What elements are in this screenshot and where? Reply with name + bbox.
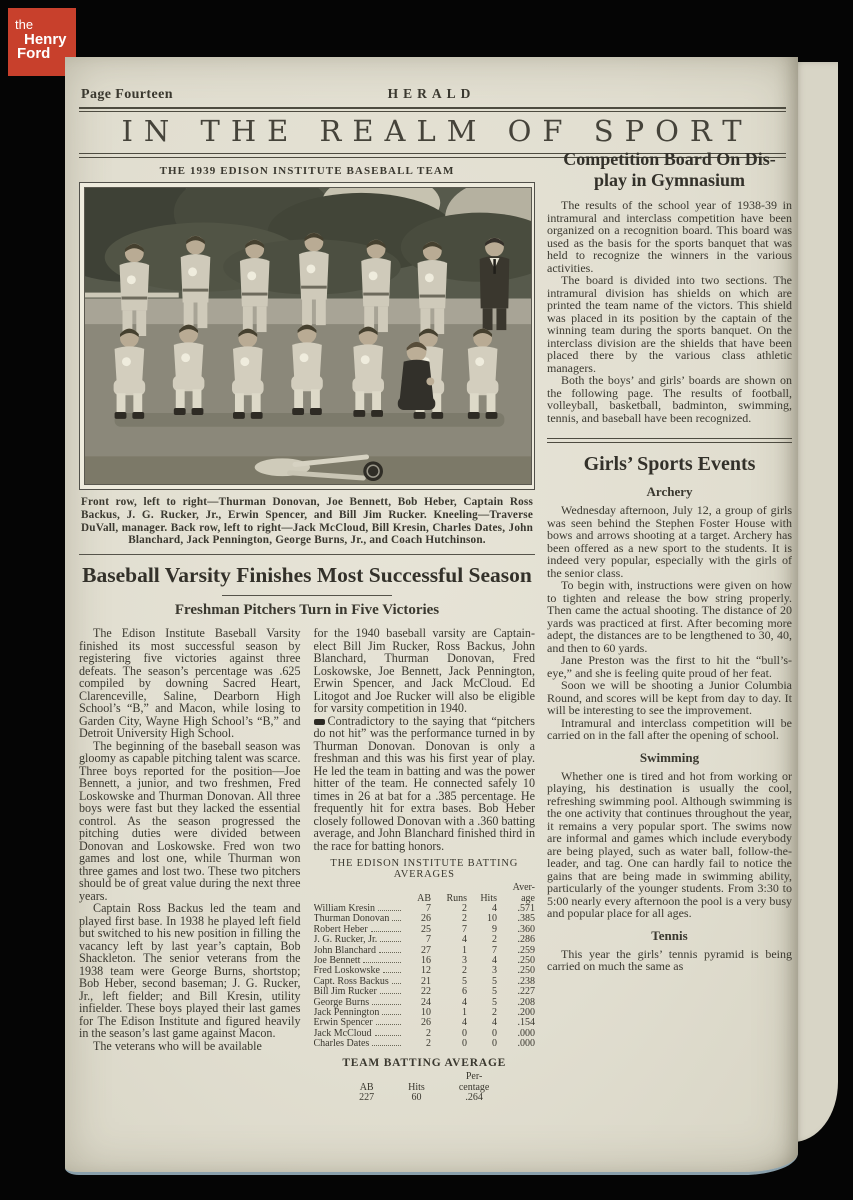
team-batting-average-title: TEAM BATTING AVERAGE	[342, 1056, 507, 1069]
banner-headline: IN THE REALM OF SPORT	[121, 114, 753, 148]
stat-cell: 26	[421, 913, 431, 925]
player-name-cell: John Blanchard	[314, 946, 405, 956]
underlying-page-edge	[793, 62, 838, 1142]
stat-cell: 7	[462, 923, 467, 935]
paragraph: Contradictory to the saying that “pitchers do not hit” was the performance turned in by Thurman Donovan. Donovan is only a freshman and this was his first year of play. He led the team in batting and was the power hitter of the team. He connected safely 10 times in 26 at bat for a .385 percentage. He frequently hit for extra bases. Bob Heber closely followed Donovan with a .360 batting average, and John Blanchard finished third in the race for batting honors.	[313, 713, 535, 853]
archery-body	[547, 504, 792, 742]
team-batting-average	[314, 1072, 536, 1104]
stat-cell: 1	[462, 944, 467, 956]
stat-cell: .250	[517, 965, 535, 977]
paragraph: The veterans who will be available	[93, 1038, 262, 1053]
paragraph: To begin with, instructions were given on how to tighten and release the bow string properly. Then came the actual shooting. The distance of 20 yards was practiced at first. After becoming more adept, the distances are to be lengthened to 30, 40, and then to 60 yards.	[547, 578, 792, 655]
stat-cell: 2	[426, 1038, 431, 1050]
header-cell: Hits	[480, 892, 497, 904]
header-cell: Runs	[446, 892, 467, 904]
stat-cell: 2	[426, 1027, 431, 1039]
stat-cell: 1	[462, 1007, 467, 1019]
stat-cell: 5	[492, 996, 497, 1008]
paragraph: Captain Ross Backus led the team and played first base. In 1938 he played left field but switched to his new position in filling the vacancy left by last year’s captain, Bob Shackleton. The senior veterans from the 1938 team were George Burns, shortstop; Bob Heber, second baseman; J. G. Rucker, Jr., left fielder; and Bill Kresin, utility infielder. These boys played their last games for The Edison Institute and figured heavily in the season’s last game against Macon.	[79, 901, 301, 1041]
photo-title: THE 1939 EDISON INSTITUTE BASEBALL TEAM	[159, 165, 455, 177]
stat-cell: .571	[517, 903, 535, 915]
newspaper-page	[65, 57, 798, 1175]
paragraph: The Edison Institute Baseball Varsity finished its most successful season by registering five victories against three defeats. The season’s percentage was .625 compiled by downing Sacred Heart, Clarenceville, Saline, Dearborn High School’s “B,” and Macon, while losing to Garden City, Wayne High School’s “B,” and Detroit University High School.	[79, 626, 301, 741]
logo-text: Henry	[24, 31, 67, 48]
stat-cell: 2	[492, 1007, 497, 1019]
left-section	[79, 165, 535, 1104]
stat-cell: .238	[517, 975, 535, 987]
stat-cell: 7	[426, 934, 431, 946]
competition-headline	[547, 149, 792, 191]
stat-cell: 4	[492, 903, 497, 915]
player-name-cell: Jack Pennington	[314, 1008, 405, 1018]
tennis-body	[547, 948, 792, 973]
paragraph: for the 1940 baseball varsity are Captain-elect Bill Jim Rucker, Ross Backus, John Blanchard, Thurman Donovan, Fred Loskowske, Joe Bennett, Jack Pennington, Erwin Spencer, and Jack McCloud. Ed Litogot and Joe Rucker will also be eligible for varsity competition in 1940.	[313, 626, 535, 716]
stat-cell: .360	[517, 923, 535, 935]
table-row	[314, 925, 536, 935]
stat-cell: 21	[421, 975, 431, 987]
stat-cell: 3	[462, 955, 467, 967]
stat-cell: 5	[462, 975, 467, 987]
stat-cell: 0	[462, 1038, 467, 1050]
stat-cell: 4	[462, 1017, 467, 1029]
divider	[547, 438, 792, 443]
team-batting-col: AB 227	[359, 1081, 375, 1104]
article-subhead: Freshman Pitchers Turn in Five Victories	[174, 602, 440, 619]
batting-table-body	[314, 904, 536, 1050]
stat-cell: .000	[517, 1027, 535, 1039]
paragraph: Jane Preston was the first to hit the “bull’s-eye,” and she is feeling quite proud of her feat.	[547, 653, 792, 680]
stat-cell: .000	[517, 1038, 535, 1050]
stat-cell: 2	[492, 934, 497, 946]
stat-cell: 26	[421, 1017, 431, 1029]
stat-cell: 5	[492, 986, 497, 998]
stat-cell: 0	[492, 1027, 497, 1039]
stat-cell: 3	[492, 965, 497, 977]
stat-cell: .286	[517, 934, 535, 946]
table-row	[314, 1039, 536, 1049]
stat-cell: 4	[492, 1017, 497, 1029]
stat-cell: .227	[517, 986, 535, 998]
stat-cell: 25	[421, 923, 431, 935]
stat-cell: 2	[462, 913, 467, 925]
stat-cell: .259	[517, 944, 535, 956]
stat-cell: 0	[462, 1027, 467, 1039]
stat-cell: .250	[517, 955, 535, 967]
stat-cell: 4	[492, 955, 497, 967]
stat-cell: 0	[492, 1038, 497, 1050]
article-column-1	[79, 627, 301, 1104]
table-row	[314, 1018, 536, 1028]
article-body	[79, 627, 535, 1104]
table-row	[314, 1029, 536, 1039]
batting-table	[314, 883, 536, 1050]
player-name-cell: William Kresin	[314, 904, 405, 914]
divider	[79, 107, 786, 112]
player-name-cell: Joe Bennett	[314, 956, 405, 966]
stat-cell: 7	[426, 903, 431, 915]
divider	[79, 554, 535, 555]
tennis-heading: Tennis	[651, 927, 688, 943]
divider	[222, 595, 392, 596]
heading-line: Competition Board On Dis-	[563, 149, 776, 169]
table-header-row	[314, 883, 536, 904]
competition-body	[547, 199, 792, 424]
stat-cell: .154	[517, 1017, 535, 1029]
paragraph: The results of the school year of 1938-39 in intramural and interclass competition have been organized on a recognition board. This board was used as the basis for the sports banquet that was held to recognize the winners in the various activities.	[547, 198, 792, 275]
player-name-cell: Capt. Ross Backus	[314, 977, 405, 987]
girls-sports-headline: Girls’ Sports Events	[583, 453, 756, 475]
stat-cell: 4	[462, 934, 467, 946]
stat-cell: 24	[421, 996, 431, 1008]
stat-cell: 4	[462, 996, 467, 1008]
photo-caption: Front row, left to right—Thurman Donovan, Joe Bennett, Bob Heber, Captain Ross Backus, J. G. Rucker, Jr., Erwin Spencer, and Bill Jim Rucker. Kneeling—Traverse DuVall, manager. Back row, left to right—Jack McCloud, Bill Kresin, Charles Dates, John Blanchard, Jack Pennington, George Burns, Jr., and Coach Hutchinson.	[81, 496, 533, 547]
paragraph: Whether one is tired and hot from working or playing, his destination is usually the cool, refreshing swimming pool. Although swimming is the one activity that continues throughout the year, it remains a very popular sport. The swims now are informal and games which include everybody are being played, such as water ball, follow-the-leader, and tag. One can hardly fail to notice the gains that are being made in swimming ability, particularly of the younger students. From 3:30 to 5:00 nearly every afternoon the pool is a very busy and popular place for all ages.	[547, 768, 792, 920]
masthead: HERALD	[387, 86, 476, 101]
stat-cell: 10	[487, 913, 497, 925]
player-name-cell: J. G. Rucker, Jr.	[314, 935, 405, 945]
player-name-cell: Robert Heber	[314, 925, 405, 935]
article-column-2	[314, 627, 536, 1104]
stat-cell: 7	[492, 944, 497, 956]
team-batting-col: Per- centage .264	[458, 1071, 490, 1104]
article-headline: Baseball Varsity Finishes Most Successful Season	[82, 563, 532, 588]
paragraph: The beginning of the baseball season was gloomy as capable pitching talent was scarce. Three boys reported for the position—Joe Bennett, a junior, and two freshmen, Fred Loskowske and Thurman Donovan. All three boys were fast but they lacked the essential control. As the season progressed the pitching duties were divided between Donovan and Loskowske. Fred won two games and lost one, while Thurman won three games and lost two. These two pitchers should be of great value during the next three years.	[79, 738, 301, 903]
heading-line: AVERAGES	[393, 869, 455, 881]
logo-text: Ford	[17, 45, 51, 62]
player-name-cell: Bill Jim Rucker	[314, 987, 405, 997]
ink-smudge	[314, 719, 325, 725]
player-name-cell: Jack McCloud	[314, 1029, 405, 1039]
stat-cell: .208	[517, 996, 535, 1008]
batting-averages-heading	[314, 858, 536, 880]
player-name-cell: Erwin Spencer	[314, 1018, 405, 1028]
header-cell: AB	[417, 892, 431, 904]
paragraph: The board is divided into two sections. The intramural division has shields on which are printed the team name of the victors. This shield was placed in its position by the captain of the winning team during the sports banquet. On the interclass division are the shields that have been placed there by the various class athletic managers.	[547, 273, 792, 375]
stat-cell: 12	[421, 965, 431, 977]
stat-cell: .200	[517, 1007, 535, 1019]
archery-heading: Archery	[646, 484, 693, 499]
stat-cell: 5	[492, 975, 497, 987]
header-cell: Aver- age	[512, 882, 535, 904]
stat-cell: 22	[421, 986, 431, 998]
page-number: Page Fourteen	[81, 87, 173, 102]
swimming-heading: Swimming	[639, 749, 700, 765]
team-photo-illustration	[84, 187, 532, 485]
team-batting-col: Hits 60	[408, 1081, 425, 1104]
paragraph: This year the girls’ tennis pyramid is being carried on much the same as	[547, 946, 792, 973]
team-photo	[79, 182, 535, 490]
stat-cell: .385	[517, 913, 535, 925]
stat-cell: 2	[462, 965, 467, 977]
swimming-body	[547, 770, 792, 920]
stat-cell: 16	[421, 955, 431, 967]
player-name-cell: Thurman Donovan	[314, 914, 405, 924]
stat-cell: 6	[462, 986, 467, 998]
paragraph: Both the boys’ and girls’ boards are shown on the following page. The results of football, volleyball, basketball, badminton, swimming, tennis, and baseball have been recognized.	[547, 373, 792, 425]
stat-cell: 10	[421, 1007, 431, 1019]
stat-cell: 27	[421, 944, 431, 956]
paragraph: Intramural and interclass competition will be carried on in the fall after the opening of school.	[547, 715, 792, 742]
player-name-cell: George Burns	[314, 998, 405, 1008]
stat-cell: 2	[462, 903, 467, 915]
stat-cell: 9	[492, 923, 497, 935]
player-name-cell: Charles Dates	[314, 1039, 405, 1049]
logo-text: the	[15, 17, 34, 32]
heading-line: THE EDISON INSTITUTE BATTING	[330, 858, 519, 870]
paragraph: Soon we will be shooting a Junior Columbia Round, and scores will be kept from day to day. It will be interesting to see the improvement.	[547, 678, 792, 717]
paragraph: Wednesday afternoon, July 12, a group of girls was seen behind the Stephen Foster House with bows and arrows shooting at a target. Archery has been offered as a new sport to the students. It is indeed very popular, especially with the girls of the senior class.	[547, 503, 792, 580]
heading-line: play in Gymnasium	[593, 170, 746, 190]
right-section	[547, 149, 792, 973]
player-name-cell: Fred Loskowske	[314, 966, 405, 976]
